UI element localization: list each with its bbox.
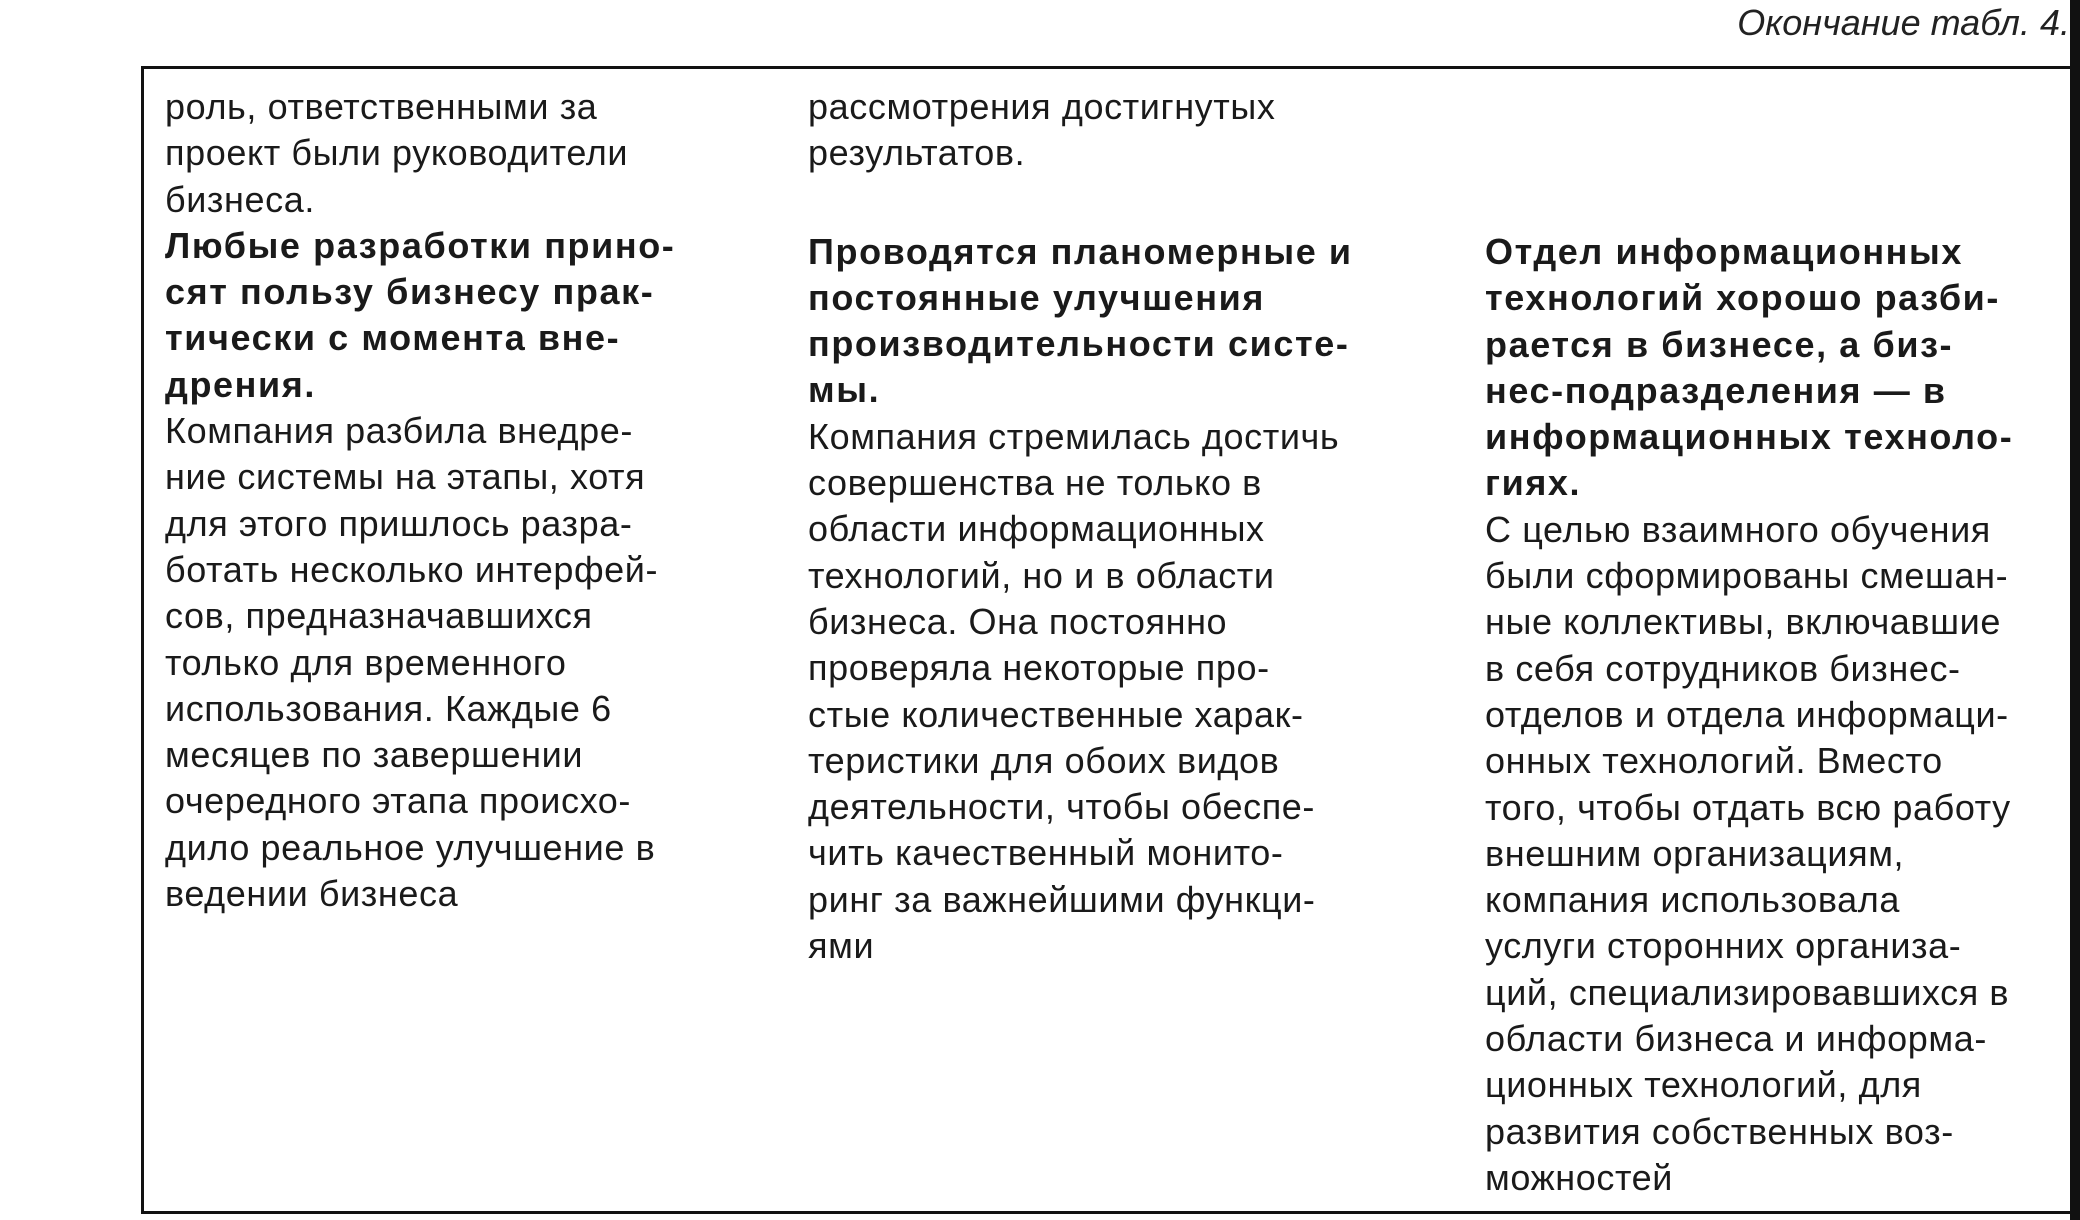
page-edge-shadow <box>2070 0 2080 1220</box>
text-line: были сформированы смешан- <box>1485 555 2009 597</box>
column-1-heading <box>165 223 675 408</box>
column-1-continuation <box>165 84 675 223</box>
text-line: С целью взаимного обучения <box>1485 508 1991 550</box>
heading-line: технологий хорошо разби- <box>1485 277 2000 319</box>
heading-line: Любые разработки прино- <box>165 224 676 266</box>
text-line: стые количественные харак- <box>808 693 1304 735</box>
text-line: рассмотрения достигнутых <box>808 86 1276 127</box>
text-line: ционных технологий, для <box>1485 1064 1922 1106</box>
text-line: области бизнеса и информа- <box>1485 1018 1987 1060</box>
text-line: для этого пришлось разра- <box>165 502 633 544</box>
text-line: бизнеса. Она постоянно <box>808 600 1228 642</box>
text-line: только для временного <box>165 641 567 683</box>
text-line: теристики для обоих видов <box>808 739 1280 781</box>
column-1-body <box>165 408 675 917</box>
table-column-1 <box>165 84 675 917</box>
heading-line: сят пользу бизнесу прак- <box>165 271 655 313</box>
text-line: ринг за важнейшими функци- <box>808 878 1316 920</box>
text-line: месяцев по завершении <box>165 734 584 776</box>
text-line: сов, предназначавшихся <box>165 595 593 637</box>
text-line: в себя сотрудников бизнес- <box>1485 647 1961 689</box>
text-line: можностей <box>1485 1156 1673 1198</box>
heading-line: рается в бизнесе, а биз- <box>1485 323 1954 365</box>
text-line: результатов. <box>808 132 1026 174</box>
text-line: использования. Каждые 6 <box>165 687 612 729</box>
text-line: области информационных <box>808 508 1265 550</box>
text-line: ные коллективы, включавшие <box>1485 601 2001 643</box>
text-line: ботать несколько интерфей- <box>165 548 659 590</box>
column-2-continuation <box>808 84 1353 229</box>
text-line: проект были руководители <box>165 132 629 174</box>
text-line: очередного этапа происхо- <box>165 780 631 822</box>
heading-line: Проводятся планомерные и <box>808 230 1353 272</box>
heading-line: мы. <box>808 369 881 411</box>
text-line: Компания разбила внедре- <box>165 410 633 452</box>
column-2-body <box>808 414 1353 970</box>
text-line: того, чтобы отдать всю работу <box>1485 786 2011 828</box>
text-line: совершенства не только в <box>808 462 1262 504</box>
text-line: ние системы на этапы, хотя <box>165 456 646 498</box>
text-line: ведении бизнеса <box>165 873 459 915</box>
heading-line: тически с момента вне- <box>165 317 621 359</box>
text-line: технологий, но и в области <box>808 554 1275 596</box>
heading-line: постоянные улучшения <box>808 276 1265 318</box>
text-line: бизнеса. <box>165 178 315 220</box>
heading-line: информационных техноло- <box>1485 416 2014 458</box>
text-line: компания использовала <box>1485 879 1901 921</box>
table-caption: Окончание табл. 4. <box>1737 2 2070 43</box>
heading-line: гиях. <box>1485 462 1582 504</box>
text-line: услуги сторонних организа- <box>1485 925 1962 967</box>
heading-line: производительности систе- <box>808 323 1350 365</box>
text-line: ями <box>808 925 875 967</box>
heading-line: дрения. <box>165 363 316 405</box>
text-line: деятельности, чтобы обеспе- <box>808 786 1316 828</box>
text-line: ций, специализировавшихся в <box>1485 971 2010 1013</box>
heading-line: Отдел информационных <box>1485 231 1963 272</box>
text-line: дило реальное улучшение в <box>165 826 656 868</box>
column-3-body <box>1485 507 2013 1201</box>
text-line: внешним организациям, <box>1485 832 1905 874</box>
table-column-3 <box>1485 229 2013 1201</box>
table-column-2 <box>808 84 1353 969</box>
text-line: чить качественный монито- <box>808 832 1284 874</box>
text-line: Компания стремилась достичь <box>808 415 1340 457</box>
text-line: отделов и отдела информаци- <box>1485 693 2009 735</box>
heading-line: нес-подразделения — в <box>1485 369 1947 411</box>
column-3-heading <box>1485 229 2013 507</box>
column-2-heading <box>808 229 1353 414</box>
text-line: развития собственных воз- <box>1485 1110 1954 1152</box>
text-line: онных технологий. Вместо <box>1485 740 1943 782</box>
text-line: роль, ответственными за <box>165 86 598 127</box>
text-line: проверяла некоторые про- <box>808 647 1270 689</box>
